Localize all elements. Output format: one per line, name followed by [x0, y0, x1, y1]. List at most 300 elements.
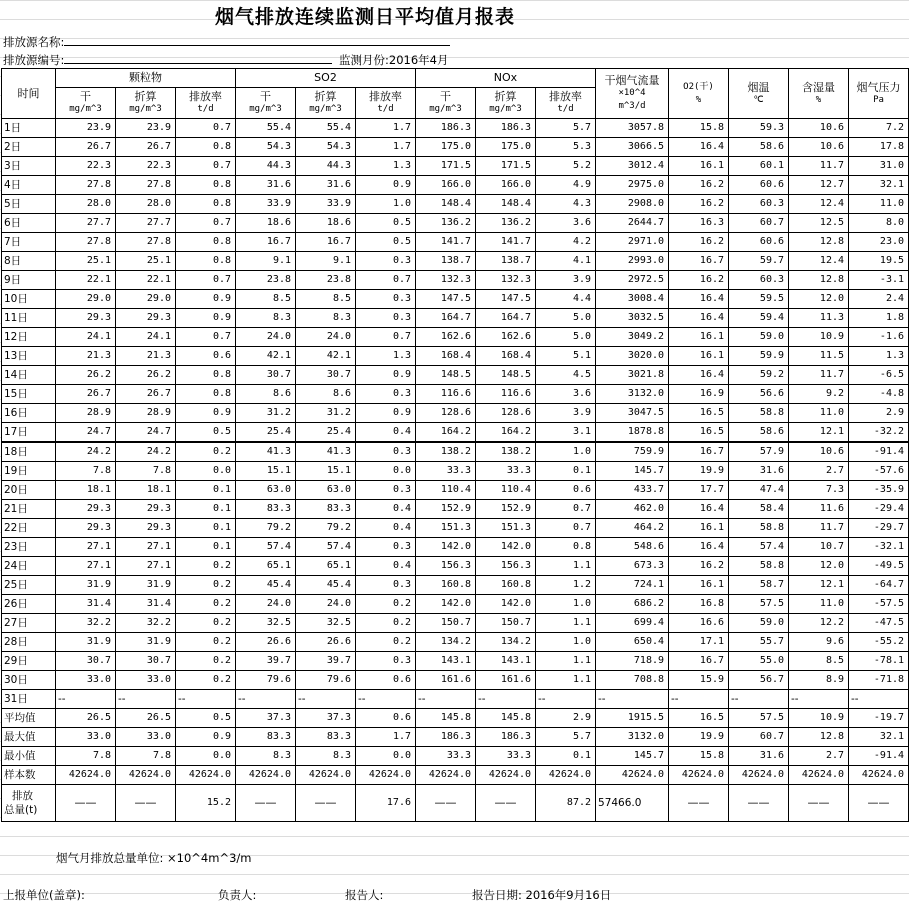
table-cell: 160.8 [476, 576, 536, 595]
table-cell: 27.1 [116, 538, 176, 557]
table-cell: 58.6 [729, 423, 789, 443]
row-label: 2日 [2, 138, 56, 157]
table-cell: 0.2 [176, 633, 236, 652]
table-cell: 8.6 [296, 385, 356, 404]
table-cell: 1.3 [849, 347, 909, 366]
table-cell: 42624.0 [476, 766, 536, 785]
row-label: 28日 [2, 633, 56, 652]
table-row [2, 442, 909, 462]
table-cell: 16.1 [669, 157, 729, 176]
table-row [2, 728, 909, 747]
table-cell: 16.2 [669, 233, 729, 252]
table-cell: 30.7 [56, 652, 116, 671]
table-cell: 42624.0 [56, 766, 116, 785]
table-cell: 464.2 [596, 519, 669, 538]
table-cell: 433.7 [596, 481, 669, 500]
table-cell: 32.2 [56, 614, 116, 633]
table-cell: 16.7 [669, 442, 729, 462]
table-cell: 58.7 [729, 576, 789, 595]
table-cell: 23.8 [296, 271, 356, 290]
table-cell: 186.3 [416, 728, 476, 747]
total-cell: —— [669, 785, 729, 822]
table-cell: 27.7 [116, 214, 176, 233]
table-cell: 28.0 [116, 195, 176, 214]
table-cell: 0.8 [536, 538, 596, 557]
table-row [2, 690, 909, 709]
table-cell: 15.8 [669, 747, 729, 766]
table-row [2, 614, 909, 633]
total-emission-row [2, 785, 909, 822]
table-cell: -64.7 [849, 576, 909, 595]
table-cell: 25.4 [296, 423, 356, 443]
table-cell: 4.9 [536, 176, 596, 195]
source-id-field[interactable] [64, 53, 332, 64]
table-cell: 63.0 [296, 481, 356, 500]
table-cell: 5.7 [536, 728, 596, 747]
subheader-cell [296, 88, 356, 119]
row-label: 30日 [2, 671, 56, 690]
table-cell: 31.4 [56, 595, 116, 614]
total-cell: —— [789, 785, 849, 822]
table-cell: 5.0 [536, 309, 596, 328]
header-flow-scale: ×10^4 [618, 88, 646, 98]
table-cell: 10.9 [789, 328, 849, 347]
table-cell: 45.4 [236, 576, 296, 595]
total-cell: 87.2 [536, 785, 596, 822]
table-cell: 39.7 [236, 652, 296, 671]
table-cell: 3057.8 [596, 119, 669, 138]
table-cell: 128.6 [416, 404, 476, 423]
table-cell: 16.5 [669, 404, 729, 423]
table-cell: 79.2 [236, 519, 296, 538]
table-cell: 33.0 [56, 671, 116, 690]
table-row [2, 138, 909, 157]
table-cell: 30.7 [296, 366, 356, 385]
table-cell: 16.7 [296, 233, 356, 252]
row-label: 25日 [2, 576, 56, 595]
row-label: 5日 [2, 195, 56, 214]
table-cell: 0.1 [176, 500, 236, 519]
table-cell: 160.8 [416, 576, 476, 595]
table-cell: 15.9 [669, 671, 729, 690]
table-cell: 26.7 [116, 385, 176, 404]
table-cell: 148.5 [476, 366, 536, 385]
source-name-label: 排放源名称: [3, 35, 65, 49]
table-cell: 18.6 [236, 214, 296, 233]
table-cell: 30.7 [236, 366, 296, 385]
table-row [2, 290, 909, 309]
table-cell: 21.3 [56, 347, 116, 366]
table-cell: 0.5 [176, 709, 236, 728]
table-cell: 10.6 [789, 138, 849, 157]
table-cell: 4.4 [536, 290, 596, 309]
header-pressure-name: 烟气压力 [856, 80, 901, 94]
table-cell: 58.4 [729, 500, 789, 519]
table-cell: 0.1 [176, 538, 236, 557]
table-cell: 31.6 [729, 462, 789, 481]
table-cell: -55.2 [849, 633, 909, 652]
table-cell: 145.8 [476, 709, 536, 728]
row-label: 20日 [2, 481, 56, 500]
row-label: 平均值 [2, 709, 56, 728]
table-cell: 28.0 [56, 195, 116, 214]
table-cell: 5.7 [536, 119, 596, 138]
unit-note: 烟气月排放总量单位: ×10^4m^3/m [56, 851, 252, 865]
total-cell: —— [236, 785, 296, 822]
table-cell: 60.3 [729, 195, 789, 214]
header-flow-name: 干烟气流量 [604, 74, 660, 87]
table-cell: 29.3 [116, 519, 176, 538]
table-cell: 31.4 [116, 595, 176, 614]
row-label: 13日 [2, 347, 56, 366]
table-cell: 2993.0 [596, 252, 669, 271]
header-flow-unit: m^3/d [618, 101, 646, 111]
table-cell: 142.0 [416, 538, 476, 557]
table-cell: 27.8 [56, 233, 116, 252]
table-cell: 0.0 [356, 747, 416, 766]
table-cell: 1.1 [536, 557, 596, 576]
header-humidity-name: 含湿量 [802, 80, 836, 94]
table-cell: 42624.0 [789, 766, 849, 785]
table-cell: 7.8 [56, 462, 116, 481]
table-cell: 16.3 [669, 214, 729, 233]
table-row [2, 519, 909, 538]
table-cell: 16.5 [669, 709, 729, 728]
table-row [2, 157, 909, 176]
table-cell: 26.2 [56, 366, 116, 385]
table-row [2, 347, 909, 366]
table-cell: 0.3 [356, 576, 416, 595]
table-row [2, 271, 909, 290]
table-cell: 0.3 [356, 309, 416, 328]
table-cell: 33.9 [296, 195, 356, 214]
table-cell: 4.2 [536, 233, 596, 252]
total-cell: 57466.0 [596, 785, 669, 822]
table-cell: 0.6 [536, 481, 596, 500]
table-cell: 11.0 [849, 195, 909, 214]
table-cell: 18.6 [296, 214, 356, 233]
table-cell: 673.3 [596, 557, 669, 576]
table-cell: 26.5 [116, 709, 176, 728]
table-cell: 1.0 [536, 442, 596, 462]
table-cell: 147.5 [476, 290, 536, 309]
subheader-unit: mg/m^3 [69, 104, 102, 114]
table-cell: 1.1 [536, 671, 596, 690]
table-cell: 24.1 [116, 328, 176, 347]
header-o2-unit: % [695, 94, 702, 105]
table-cell: 8.3 [296, 309, 356, 328]
table-cell: 24.1 [56, 328, 116, 347]
subheader-unit: mg/m^3 [309, 104, 342, 114]
table-cell: 11.7 [789, 519, 849, 538]
table-cell: 3021.8 [596, 366, 669, 385]
table-cell: 166.0 [476, 176, 536, 195]
table-cell: 16.9 [669, 385, 729, 404]
table-cell: 145.7 [596, 747, 669, 766]
table-cell: 0.2 [176, 652, 236, 671]
table-cell: 1.7 [356, 728, 416, 747]
row-label: 最小值 [2, 747, 56, 766]
table-cell: 42624.0 [416, 766, 476, 785]
table-cell: 134.2 [476, 633, 536, 652]
table-cell: 3047.5 [596, 404, 669, 423]
table-cell: 37.3 [296, 709, 356, 728]
table-cell: 16.7 [236, 233, 296, 252]
table-cell: 16.2 [669, 557, 729, 576]
table-cell: 0.6 [176, 347, 236, 366]
table-cell: 31.9 [116, 633, 176, 652]
table-cell: 7.8 [56, 747, 116, 766]
table-cell: 152.9 [416, 500, 476, 519]
table-cell: 24.7 [116, 423, 176, 443]
table-cell: 110.4 [476, 481, 536, 500]
subheader-name: 排放率 [549, 90, 582, 103]
table-cell: 1.3 [356, 157, 416, 176]
table-cell: 16.7 [669, 252, 729, 271]
table-cell: 0.7 [176, 214, 236, 233]
table-cell: 0.0 [356, 462, 416, 481]
table-cell: 164.7 [476, 309, 536, 328]
table-cell: 31.2 [296, 404, 356, 423]
table-cell: 11.0 [789, 404, 849, 423]
table-cell: 15.8 [669, 119, 729, 138]
table-cell: 31.2 [236, 404, 296, 423]
table-cell: 0.4 [356, 500, 416, 519]
table-cell: 0.3 [356, 252, 416, 271]
table-cell: -- [729, 690, 789, 709]
table-cell: 1915.5 [596, 709, 669, 728]
table-cell: 31.9 [56, 576, 116, 595]
table-cell: 0.3 [356, 290, 416, 309]
table-cell: -57.6 [849, 462, 909, 481]
table-row [2, 214, 909, 233]
table-cell: 0.7 [176, 271, 236, 290]
subheader-unit: mg/m^3 [429, 104, 462, 114]
table-cell: 3132.0 [596, 385, 669, 404]
source-id-label: 排放源编号: [3, 53, 65, 67]
table-row [2, 233, 909, 252]
table-cell: 12.2 [789, 614, 849, 633]
table-cell: -91.4 [849, 747, 909, 766]
table-cell: 83.3 [236, 728, 296, 747]
table-cell: 27.1 [116, 557, 176, 576]
table-cell: 42624.0 [296, 766, 356, 785]
table-cell: 3049.2 [596, 328, 669, 347]
table-cell: 33.3 [416, 462, 476, 481]
table-cell: 0.7 [536, 500, 596, 519]
table-cell: 22.3 [116, 157, 176, 176]
table-cell: 57.4 [236, 538, 296, 557]
table-cell: 3.9 [536, 271, 596, 290]
table-cell: 58.8 [729, 519, 789, 538]
row-label: 16日 [2, 404, 56, 423]
table-cell: 16.4 [669, 500, 729, 519]
table-cell: 3.1 [536, 423, 596, 443]
table-cell: 10.6 [789, 119, 849, 138]
table-cell: 10.6 [789, 442, 849, 462]
table-cell: 650.4 [596, 633, 669, 652]
table-cell: 5.0 [536, 328, 596, 347]
table-cell: 0.2 [176, 671, 236, 690]
table-cell: -- [296, 690, 356, 709]
table-row [2, 309, 909, 328]
table-cell: 156.3 [416, 557, 476, 576]
table-cell: 1.3 [356, 347, 416, 366]
table-cell: 26.7 [56, 138, 116, 157]
table-row [2, 176, 909, 195]
table-cell: 708.8 [596, 671, 669, 690]
table-cell: 0.2 [176, 614, 236, 633]
table-cell: 79.2 [296, 519, 356, 538]
table-cell: 186.3 [476, 119, 536, 138]
table-row [2, 500, 909, 519]
table-cell: 42624.0 [116, 766, 176, 785]
table-cell: 11.0 [789, 595, 849, 614]
table-cell: 9.1 [296, 252, 356, 271]
table-cell: 0.5 [356, 214, 416, 233]
total-row-label-line: 排放 [12, 790, 33, 802]
subheader-name: 折算 [314, 90, 337, 103]
row-label: 9日 [2, 271, 56, 290]
table-cell: -32.1 [849, 538, 909, 557]
table-cell: 0.7 [536, 519, 596, 538]
table-cell: 57.9 [729, 442, 789, 462]
header-humidity-unit: % [815, 94, 822, 105]
subheader-unit: mg/m^3 [129, 104, 162, 114]
table-cell: 24.7 [56, 423, 116, 443]
source-name-line [3, 34, 450, 50]
table-cell: 60.7 [729, 728, 789, 747]
table-cell: 42624.0 [729, 766, 789, 785]
table-cell: 58.8 [729, 557, 789, 576]
table-cell: 29.0 [116, 290, 176, 309]
total-cell: 15.2 [176, 785, 236, 822]
header-o2-name: O2(干) [683, 81, 714, 92]
row-label: 17日 [2, 423, 56, 443]
table-cell: 31.6 [236, 176, 296, 195]
row-label: 29日 [2, 652, 56, 671]
table-cell: 22.3 [56, 157, 116, 176]
table-cell: 65.1 [236, 557, 296, 576]
table-cell: 0.5 [356, 233, 416, 252]
table-cell: 1.0 [356, 195, 416, 214]
subheader-name: 干 [440, 90, 451, 103]
table-cell: 4.5 [536, 366, 596, 385]
table-cell: 16.1 [669, 519, 729, 538]
table-cell: 16.4 [669, 366, 729, 385]
table-cell: 9.1 [236, 252, 296, 271]
table-cell: 42.1 [236, 347, 296, 366]
table-cell: 57.5 [729, 595, 789, 614]
table-cell: 147.5 [416, 290, 476, 309]
table-cell: 83.3 [236, 500, 296, 519]
row-label: 12日 [2, 328, 56, 347]
table-cell: 759.9 [596, 442, 669, 462]
table-cell: 2972.5 [596, 271, 669, 290]
table-cell: 29.0 [56, 290, 116, 309]
table-cell: -71.8 [849, 671, 909, 690]
table-cell: 166.0 [416, 176, 476, 195]
table-cell: 12.7 [789, 176, 849, 195]
table-cell: 168.4 [416, 347, 476, 366]
table-cell: 56.7 [729, 671, 789, 690]
table-cell: 143.1 [476, 652, 536, 671]
table-cell: 26.5 [56, 709, 116, 728]
table-cell: 33.3 [476, 462, 536, 481]
table-cell: -- [56, 690, 116, 709]
table-cell: 28.9 [116, 404, 176, 423]
subheader-unit: t/d [377, 104, 394, 114]
table-cell: 156.3 [476, 557, 536, 576]
table-cell: 138.7 [476, 252, 536, 271]
table-cell: -19.7 [849, 709, 909, 728]
table-cell: 186.3 [416, 119, 476, 138]
table-cell: 44.3 [236, 157, 296, 176]
table-row [2, 633, 909, 652]
table-cell: 1.1 [536, 652, 596, 671]
table-cell: 12.1 [789, 423, 849, 443]
table-cell: 8.5 [296, 290, 356, 309]
table-cell: 17.7 [669, 481, 729, 500]
table-cell: 12.0 [789, 290, 849, 309]
table-cell: 148.5 [416, 366, 476, 385]
table-cell: 142.0 [476, 595, 536, 614]
table-cell: 148.4 [416, 195, 476, 214]
table-cell: 16.4 [669, 138, 729, 157]
table-cell: 0.9 [176, 728, 236, 747]
table-cell: 699.4 [596, 614, 669, 633]
table-cell: 16.4 [669, 290, 729, 309]
header-flow [596, 69, 669, 119]
table-cell: 0.7 [176, 328, 236, 347]
table-cell: -3.1 [849, 271, 909, 290]
table-cell: 25.1 [56, 252, 116, 271]
source-name-field[interactable] [64, 35, 450, 46]
table-cell: 8.3 [296, 747, 356, 766]
reporter-unit-label: 上报单位(盖章): [3, 888, 85, 902]
table-cell: 151.3 [416, 519, 476, 538]
table-cell: 0.2 [176, 557, 236, 576]
table-cell: -- [176, 690, 236, 709]
table-cell: 11.7 [789, 157, 849, 176]
row-label: 4日 [2, 176, 56, 195]
table-cell: 1.1 [536, 614, 596, 633]
table-cell: 24.2 [116, 442, 176, 462]
table-cell: 7.8 [116, 747, 176, 766]
person-in-charge-label: 负责人: [218, 888, 257, 902]
table-cell: 42624.0 [849, 766, 909, 785]
table-row [2, 404, 909, 423]
subheader-name: 干 [80, 90, 91, 103]
table-cell: -- [536, 690, 596, 709]
table-cell: 56.6 [729, 385, 789, 404]
table-cell: 26.6 [296, 633, 356, 652]
table-cell: 29.3 [56, 309, 116, 328]
table-cell: 16.4 [669, 538, 729, 557]
table-cell: 145.8 [416, 709, 476, 728]
table-cell: 0.9 [356, 176, 416, 195]
table-cell: 0.9 [356, 404, 416, 423]
table-row [2, 671, 909, 690]
table-cell: 15.1 [296, 462, 356, 481]
subheader-cell [116, 88, 176, 119]
total-cell: —— [116, 785, 176, 822]
table-cell: 42624.0 [669, 766, 729, 785]
table-cell: 1.2 [536, 576, 596, 595]
table-cell: 116.6 [416, 385, 476, 404]
table-cell: -- [596, 690, 669, 709]
table-cell: 60.1 [729, 157, 789, 176]
